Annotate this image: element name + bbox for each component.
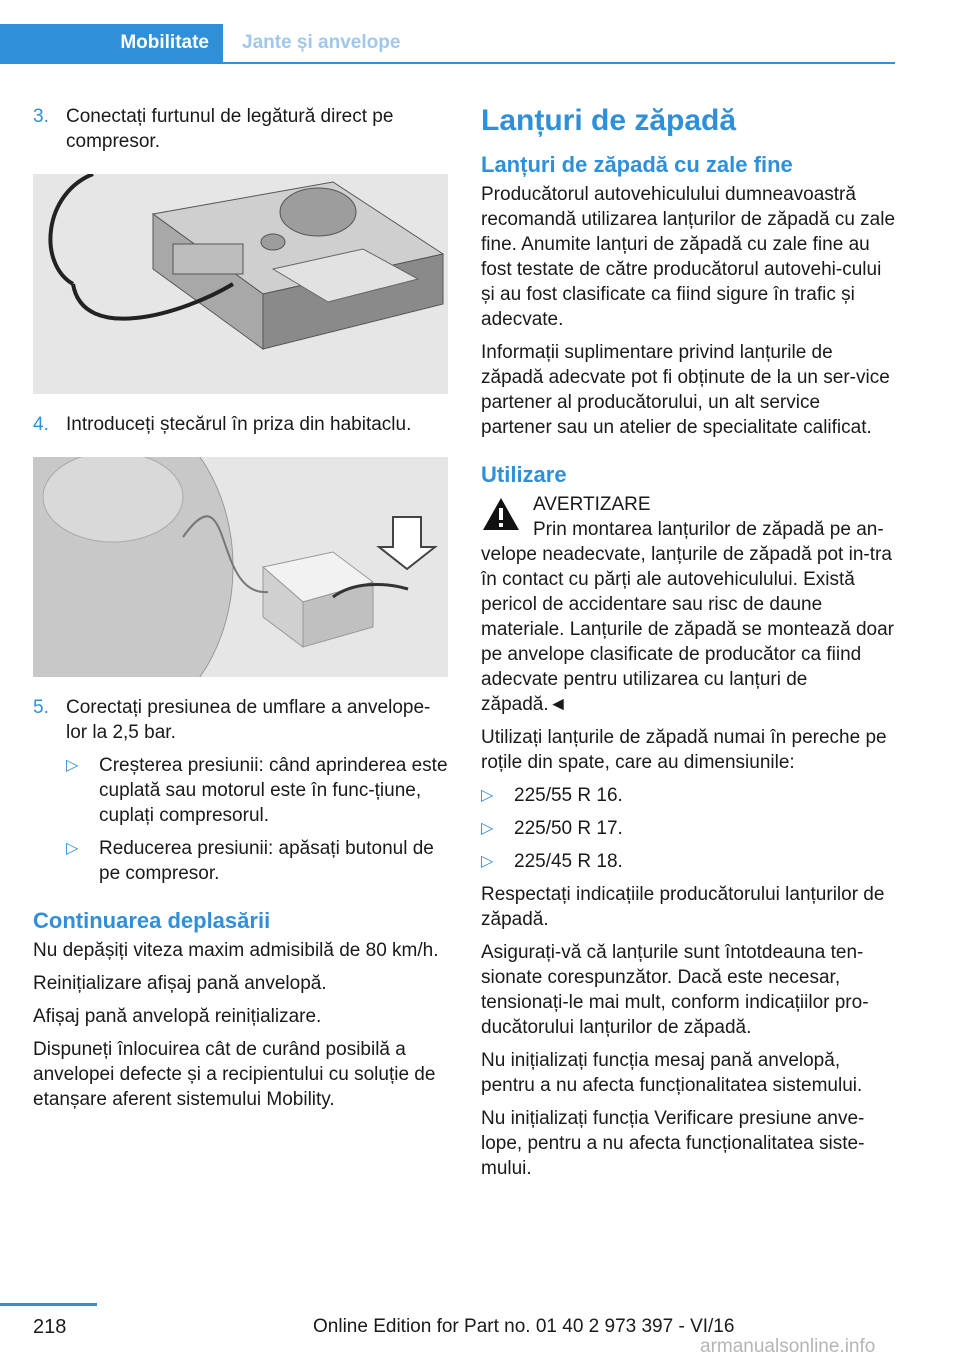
compressor-illustration	[33, 174, 448, 394]
warning-lead: Prin montarea lanțurilor de zăpadă pe an-	[533, 519, 884, 540]
tire-compressor-drawing	[33, 457, 448, 677]
paragraph: Producătorul autovehiculului dumneavoastră recomandă utilizarea lanțurilor de zăpadă cu zale fine. Anumite lanțuri de zăpadă cu zale fine au fost testate de către producătorul autovehi-cului și au fost clasificate ca fiind sigure în trafic și adecvate.	[481, 184, 896, 330]
paragraph: Utilizați lanțurile de zăpadă numai în pereche pe roțile din spate, care au dimensiunile:	[481, 727, 887, 773]
page-number: 218	[33, 1316, 67, 1338]
paragraph: Afișaj pană anvelopă reinițializare.	[33, 1006, 322, 1027]
tab-jante-anvelope[interactable]: Jante și anvelope	[242, 32, 401, 53]
page-number-rule	[0, 1303, 97, 1306]
triangle-right-icon: ▷	[481, 853, 494, 870]
paragraph: Reinițializare afișaj pană anvelopă.	[33, 973, 327, 994]
step-4	[33, 412, 448, 437]
step-3	[33, 104, 448, 154]
step-text: Corectați presiunea de umflare a anvelope-lor la 2,5 bar.	[66, 697, 431, 743]
header-tabbar	[0, 24, 895, 64]
triangle-right-icon: ▷	[66, 840, 79, 857]
pressure-bullets	[66, 753, 448, 886]
warning-text: velope neadecvate, lanțurile de zăpadă pot in-tra în contact cu părți ale autovehiculului. Există pericol de accidentare sau risc de daune materiale. Lanțurile de zăpadă se montează doar pe anvelope clasificate de producător ca fiind adecvate pentru utilizarea cu lanțuri de zăpadă.◄	[481, 544, 894, 715]
watermark: armanualsonline.info	[700, 1336, 876, 1357]
step-5	[33, 695, 448, 745]
list-item: ▷ Reducerea presiunii: apăsați butonul de pe compresor.	[66, 838, 434, 884]
step-number: 4.	[33, 414, 49, 435]
list-item: ▷ 225/45 R 18.	[481, 851, 623, 872]
paragraph: Nu inițializați funcția Verificare presiune anve-lope, pentru a nu afecta funcționalitatea siste-mului.	[481, 1108, 865, 1179]
step-text: Conectați furtunul de legătură direct pe compresor.	[66, 106, 394, 152]
list-item: ▷ 225/50 R 17.	[481, 818, 623, 839]
step-number: 5.	[33, 697, 49, 718]
triangle-right-icon: ▷	[66, 757, 79, 774]
right-column	[481, 104, 896, 1189]
edition-footer: Online Edition for Part no. 01 40 2 973 397 - VI/16	[313, 1316, 735, 1337]
triangle-right-icon: ▷	[481, 820, 494, 837]
warning-title: AVERTIZARE	[533, 494, 651, 515]
paragraph: Asigurați-vă că lanțurile sunt întotdeauna ten-sionate corespunzător. Dacă este necesar, tensionați-le mai mult, conform indicațiilor pro-ducătorului lanțurilor de zăpadă.	[481, 942, 869, 1038]
compressor-drawing	[33, 174, 448, 394]
warning-block	[481, 492, 896, 717]
paragraph: Informații suplimentare privind lanțurile de zăpadă adecvate pot fi obținute de la un ser-vice partener al producătorului, un alt service partener sau un atelier de specialitate calificat.	[481, 342, 890, 438]
triangle-right-icon: ▷	[481, 787, 494, 804]
tab-mobilitate[interactable]: Mobilitate	[0, 24, 223, 62]
page-title: Lanțuri de zăpadă	[481, 104, 737, 137]
section-heading: Continuarea deplasării	[33, 908, 271, 933]
warning-triangle-icon	[481, 496, 521, 532]
step-number: 3.	[33, 106, 49, 127]
step-text: Introduceți ștecărul în priza din habitaclu.	[66, 414, 412, 435]
paragraph: Nu inițializați funcția mesaj pană anvelopă, pentru a nu afecta funcționalitatea sistemului.	[481, 1050, 863, 1096]
paragraph: Nu depășiți viteza maxim admisibilă de 80 km/h.	[33, 940, 439, 961]
section-heading: Utilizare	[481, 462, 567, 487]
list-item: ▷ Creșterea presiunii: când aprinderea este cuplată sau motorul este în func-țiune, cuplați compresorul.	[66, 755, 448, 826]
left-column	[33, 104, 448, 1120]
section-heading: Lanțuri de zăpadă cu zale fine	[481, 152, 793, 177]
list-item: ▷ 225/55 R 16.	[481, 785, 623, 806]
paragraph: Dispuneți înlocuirea cât de curând posibilă a anvelopei defecte și a recipientului cu soluție de etanșare aferent sistemului Mobility.	[33, 1039, 436, 1110]
tire-compressor-illustration	[33, 457, 448, 677]
paragraph: Respectați indicațiile producătorului lanțurilor de zăpadă.	[481, 884, 885, 930]
